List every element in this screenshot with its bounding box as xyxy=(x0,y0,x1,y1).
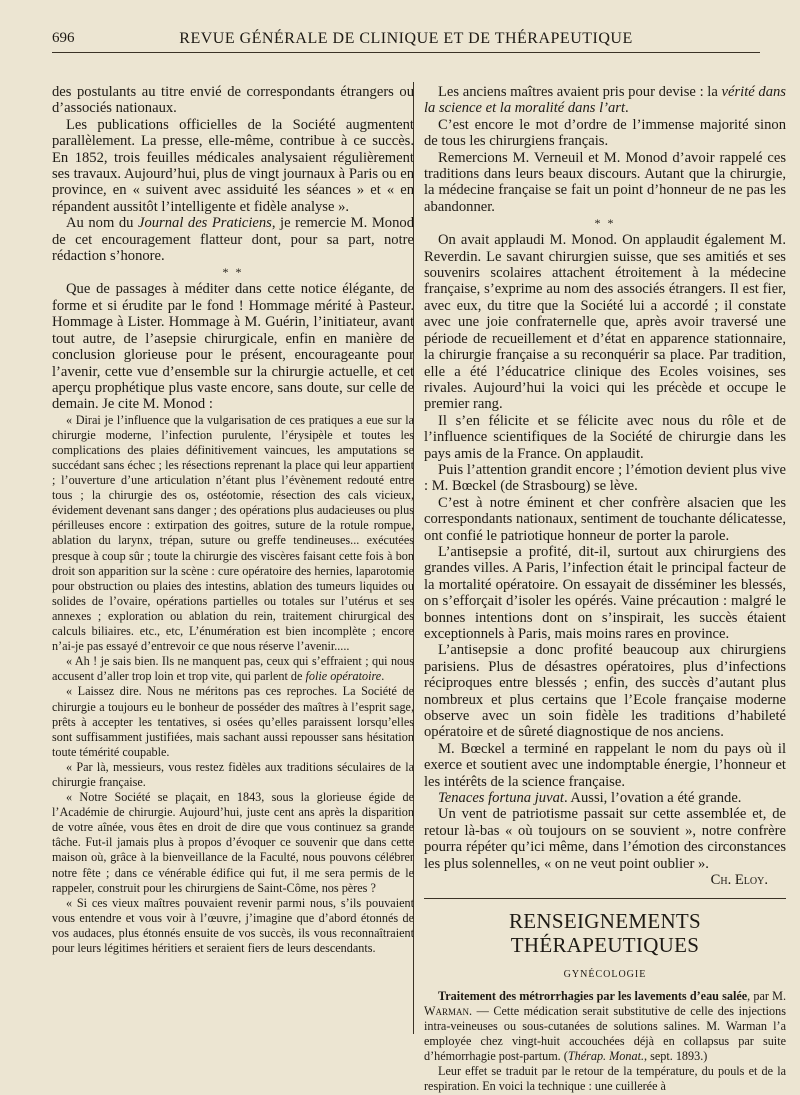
right-column xyxy=(424,84,786,1095)
paragraph: Remercions M. Verneuil et M. Monod d’avoir rappelé ces traditions dans leurs beaux discours. Autant que la chirurgie, la médecine française se fait un point d’honneur de ne pas les abandonner. xyxy=(424,149,786,215)
paragraph: C’est à notre éminent et cher confrère alsacien que les correspondants nationaux, sentiment de touchante délicatesse, ont confié le patriotique honneur de porter la parole. xyxy=(424,494,786,544)
text-run: Au nom du xyxy=(66,215,138,232)
text-run: . xyxy=(625,100,629,117)
author-signature: Ch. Eloy. xyxy=(710,872,768,889)
section-separator-stars: * * xyxy=(222,265,244,280)
paragraph: Puis l’attention grandit encore ; l’émotion devient plus vive : M. Bœckel (de Strasbourg) se lève. xyxy=(424,461,786,495)
paragraph: Que de passages à méditer dans cette notice élégante, de forme et si érudite par le fond ! Hommage mérité à Pasteur. Hommage à Lister. Hommage à M. Guérin, l’initiateur, avant tout autre, de l’asepsie chirurgicale, enfin en manière de conclusion glorieuse pour le présent, encourageante pour l’avenir, cette vue d’ensemble sur la chirurgie actuelle, et cet aperçu prophétique plus vaste encore, sans doute, sur celle de demain. Je cite M. Monod : xyxy=(52,281,414,413)
paragraph: Les publications officielles de la Société augmentent parallèlement. La presse, elle-même, contribue à ce succès. En 1852, trois feuilles médicales analysaient régulièrement ses travaux. Aujourd’hui, plus de vingt journaux à Paris ou en province, en « suivent avec assiduité les séances » et « en répandent aussitôt l’intelligente et fidèle analyse ». xyxy=(52,116,414,215)
paragraph: M. Bœckel a terminé en rappelant le nom du pays où il exerce et soutient avec une indomptable énergie, l’honneur et les intérêts de la science française. xyxy=(424,740,786,790)
section-separator-stars: * * xyxy=(594,216,616,231)
section-title: RENSEIGNEMENTS THÉRAPEUTIQUES xyxy=(508,908,702,957)
article-paragraph xyxy=(424,989,786,1064)
journal-name: Journal des Praticiens xyxy=(137,215,272,232)
page-number: 696 xyxy=(52,30,75,46)
quotation-paragraph: « Si ces vieux maîtres pouvaient revenir parmi nous, s’ils pouvaient vous entendre et vous voir à l’œuvre, j’imagine que d’abord étonnés de vos audaces, plus étonnés ensuite de vos succès, ils vous reconnaîtraient pour leurs légitimes héritiers et seraient fiers de leurs descendants. xyxy=(52,895,414,955)
paragraph: Un vent de patriotisme passait sur cette assemblée et, de retour là-bas « où toujours on se souvient », notre confrère pourra répéter qu’ici même, dans l’émotion des circonstances les plus solennelles, « on ne veut point oublier ». xyxy=(424,806,786,872)
paragraph: Il s’en félicite et se félicite avec nous du rôle et de l’influence scientifiques de la Société de chirurgie dans les pays amis de la France. On applaudit. xyxy=(424,412,786,462)
text-run: , je remercie M. Monod de cet encouragement flatteur dont, pour sa part, notre rédaction s’honore. xyxy=(52,215,414,265)
paragraph: On avait applaudi M. Monod. On applaudit également M. Reverdin. Le savant chirurgien suisse, que ses amitiés et ses souvenirs scolaires attachent étroitement à la médecine française, s’exprime au nom des associés étrangers. Il est fier, avec eux, du titre que la Société lui a accordé ; il constate avec une joie confraternelle que, après avoir traversé une période de recueillement et d’état en apparence stationnaire, la chirurgie française a su reconquérir sa place. Par tradition, elle a été l’éducatrice clinique des Ecoles voisines, ses rivales. Aujourd’hui la voici qui les précède et occupe le premier rang. xyxy=(424,232,786,413)
article-paragraph: Leur effet se traduit par le retour de la température, du pouls et de la respiration. En voici la technique : une cuillerée à xyxy=(424,1064,786,1094)
paragraph xyxy=(424,790,786,806)
text-run: « Ah ! je sais bien. Ils ne manquent pas, ceux qui s’effraient ; qui nous accusent d’aller trop loin et trop vite, qui parlent de xyxy=(52,654,414,684)
motto: Tenaces fortuna juvat xyxy=(438,790,564,807)
author-name: Warman xyxy=(424,1004,470,1018)
quotation-paragraph: « Dirai je l’influence que la vulgarisation de ces pratiques a eue sur la chirurgie moderne, l’infection purulente, l’érysipèle et toutes les complications des plaies définitivement vaincues, les amputations se succédant sans échec ; les résections reprenant la place qui leur appartient ; l’ouverture d’une articulation n’étant plus l’évènement redouté entre tous ; la chirurgie des os, ostéotomie, résection des cals vicieux, évidement devenant sans danger ; des opérations plus audacieuses ou plus périlleuses encore : extirpation des goitres, suture de la rotule rompue, ablation du larynx, trépan, suture ou greffe tendineuses... exécutées presque à coup sûr ; toute la chirurgie des viscères faisant cette fois à bon droit son apparition sur la scène : cure opératoire des hernies, laparotomie pour obstruction ou plaies des intestins, ablation des tumeurs liquides ou solides de l’ovaire, opérations partielles ou totales sur l’utérus et ses annexes ; exploration ou ablation du rein, traitement chirurgical des calculs biliaires. etc., etc, L’énumération est bien incomplète ; encore n’ai-je pas essayé d’entrevoir ce que nous réserve l’avenir..... xyxy=(52,412,414,654)
paragraph: L’antisepsie a donc profité beaucoup aux chirurgiens parisiens. Plus de désastres opératoires, plus d’infections réciproques entre blessés ; enfin, des succès d’autant plus nombreux et plus certains que l’Ecole française moderne observe avec un soin fidèle les traditions d’habileté opératoire et de sûreté diagnostique de nos anciens. xyxy=(424,642,786,741)
paragraph xyxy=(52,215,414,264)
running-title: REVUE GÉNÉRALE DE CLINIQUE ET DE THÉRAPEUTIQUE xyxy=(179,30,633,47)
italic-phrase: folie opératoire xyxy=(305,669,382,684)
quotation-paragraph: « Laissez dire. Nous ne méritons pas ces reproches. La Société de chirurgie a toujours eu le bonheur de posséder des maîtres à l’esprit sage, prêts à accepter les tentatives, si osées qu’elles paraissent lorsqu’elles sont suffisamment justifiées, mais sachant aussi repousser sans hésitation toute témérité coupable. xyxy=(52,684,414,759)
paragraph: L’antisepsie a profité, dit-il, surtout aux chirurgiens des grandes villes. A Paris, l’infection était le principal facteur de la mortalité opératoire. On essayait de disséminer les blessés, on s’efforçait d’isoler les opérés. Vaine précaution : malgré le bonnes intentions dont on s’inspirait, les succès étaient exceptionnels à Paris, mais moins rares en province. xyxy=(424,543,786,642)
source-citation: Thérap. Monat. xyxy=(567,1049,645,1064)
left-column xyxy=(52,84,414,956)
text-run: . Aussi, l’ovation a été grande. xyxy=(563,790,742,807)
quotation-paragraph: « Notre Société se plaçait, en 1843, sous la glorieuse égide de l’Académie de chirurgie. Aujourd’hui, juste cent ans après la disparition de votre aînée, vous êtes en droit de dire que vous continuez sa grande tâche. Fut-il jamais plus à propos d’évoquer ce souvenir que dans cette maison où, grâce à la bienveillance de la Faculté, nous pouvons célébrer notre fête ; dans ce vénérable édifice qui fut, il me sera permis de le rappeler, construit pour les chirurgiens de Saint-Côme, nos pères ? xyxy=(52,790,414,895)
section-subheading: GYNÉCOLOGIE xyxy=(563,968,647,980)
paragraph: C’est encore le mot d’ordre de l’immense majorité sinon de tous les chirurgiens français. xyxy=(424,116,786,150)
text-run: Les anciens maîtres avaient pris pour devise : la xyxy=(438,84,722,100)
article-title: Traitement des métrorrhagies par les lavements d’eau salée xyxy=(438,988,748,1003)
text-run: . — Cette médication serait substitutive de celle des injections intra-veineuses ou sous-cutanées de solutions salines. M. Warman l’a employée chez vingt-huit accouchées déjà en collapsus par suite d’hémorrhagie post-partum. ( xyxy=(424,1004,786,1064)
quotation-paragraph: « Par là, messieurs, vous restez fidèles aux traditions séculaires de la chirurgie française. xyxy=(52,759,414,789)
text-run: , sept. 1893.) xyxy=(644,1049,708,1064)
header-rule xyxy=(52,52,760,53)
paragraph: des postulants au titre envié de correspondants étrangers ou d’associés nationaux. xyxy=(52,84,414,117)
quotation-paragraph xyxy=(52,654,414,684)
paragraph xyxy=(424,84,786,117)
motto: vérité dans la science et la moralité dans l’art xyxy=(424,84,786,117)
text-run: . xyxy=(381,669,385,684)
text-run: , par M. xyxy=(747,988,786,1003)
section-rule xyxy=(424,898,786,899)
